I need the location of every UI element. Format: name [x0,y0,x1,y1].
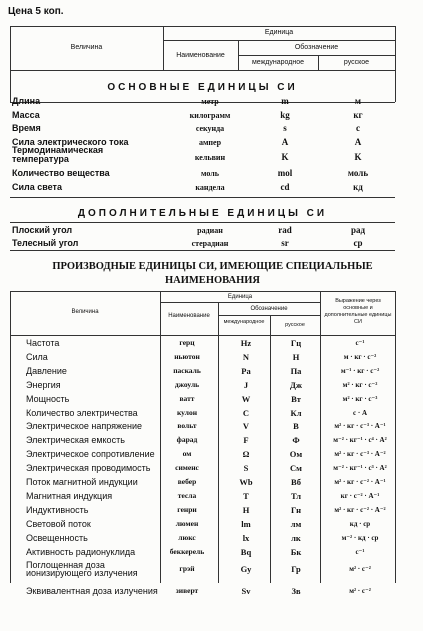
derived-row [0,352,423,365]
basic-cell-i: m [281,96,289,106]
derived-cell-n: кулон [176,407,198,417]
derived-cell-q: Давление [26,365,67,376]
basic-cell-n: кельвин [194,153,226,162]
section-extra-title: ДОПОЛНИТЕЛЬНЫЕ ЕДИНИЦЫ СИ [77,208,328,219]
derived-row [0,560,423,579]
derived-cell-n: герц [179,338,195,347]
derived-cell-n: ньютон [174,351,200,361]
extra-cell-i: rad [278,225,292,235]
derived-cell-q: Количество электричества [26,407,138,418]
derived-cell-q: Электрическое напряжение [26,421,143,432]
basic-cell-r: моль [347,168,369,178]
derived-cell-r: Тл [290,490,301,501]
derived-cell-x: м⁻¹ · кг · с⁻² [340,366,380,375]
derived-cell-x: м² · кг · с⁻² · А⁻² [334,505,386,514]
table1-head-quantity: Величина [70,44,103,51]
derived-cell-q: Электрическое сопротивление [26,449,155,460]
table2-head-expr: Выражение через основные и дополнительные единицы СИ [324,298,392,325]
basic-cell-q: Количество вещества [12,168,110,178]
basic-cell-q: Время [12,123,41,133]
basic-cell-i: cd [280,182,290,192]
derived-cell-i: lx [242,532,250,543]
derived-cell-q: Электрическая емкость [26,435,125,446]
derived-cell-n: тесла [177,490,197,500]
basic-cell-r: K [354,152,362,162]
derived-cell-r: Гн [291,504,301,515]
basic-cell-i: mol [277,168,293,178]
derived-cell-x: м · кг · с⁻² [343,352,377,361]
derived-row [0,547,423,560]
basic-cell-n: кандела [195,183,225,192]
derived-cell-r: Бк [290,546,302,557]
derived-cell-i: Sv [241,586,251,597]
derived-cell-n: фарад [176,435,198,445]
derived-cell-n: грэй [179,564,195,574]
table2-head-symbol: Обозначение [250,306,288,312]
derived-cell-n: ватт [179,393,195,403]
derived-cell-r: См [290,463,302,474]
derived-row [0,380,423,393]
basic-cell-r: кг [353,110,363,120]
basic-cell-r: с [356,123,360,133]
extra-cell-r: ср [353,238,363,248]
derived-cell-x: кд · ср [349,519,371,528]
derived-cell-r: Вб [291,477,301,487]
derived-row [0,533,423,546]
derived-row [0,366,423,379]
derived-row [0,421,423,434]
derived-cell-r: Кл [290,407,302,418]
derived-cell-r: В [293,421,299,432]
extra-cell-r: рад [350,225,366,235]
derived-row [0,505,423,518]
derived-cell-q: Световой поток [26,518,91,529]
derived-row [0,586,423,599]
table2-head-quantity: Величина [71,309,99,315]
derived-cell-n: генри [177,504,197,514]
basic-cell-i: s [283,123,287,133]
basic-row [0,110,423,122]
derived-cell-i: Ω [242,449,250,460]
derived-cell-n: вольт [177,421,197,431]
derived-cell-q: Сила [26,351,48,362]
basic-cell-q: Масса [12,110,40,120]
derived-cell-n: люкс [178,532,196,542]
derived-cell-x: м⁻² · кд · ср [341,533,379,542]
table1-head-symbol: Обозначение [294,44,339,51]
price-label: Цена 5 коп. [8,6,64,17]
basic-cell-q: Сила электрического тока [12,137,129,147]
derived-cell-x: м² · кг · с⁻³ · А⁻² [334,450,386,459]
derived-cell-r: Н [292,351,300,362]
derived-cell-x: м⁻² · кг⁻¹ · с³ · А² [333,464,387,473]
table1-head-unit: Единица [264,29,294,36]
derived-cell-x: м² · кг · с⁻² [342,380,378,389]
extra-cell-q: Плоский угол [12,225,73,235]
derived-cell-i: T [243,490,249,501]
basic-cell-r: A [354,137,362,147]
derived-row [0,449,423,462]
basic-cell-n: килограмм [189,111,231,120]
derived-cell-n: сименс [175,463,199,473]
derived-cell-x: кг · с⁻² · А⁻¹ [340,491,380,500]
derived-cell-n: вебер [177,477,197,486]
derived-cell-q: Электрическая проводимость [26,463,151,474]
derived-cell-i: V [242,421,250,432]
basic-cell-q: Длина [12,96,41,106]
derived-row [0,394,423,407]
table2-head-rus: русское [285,322,305,328]
basic-cell-i: K [281,152,289,162]
derived-cell-q: Эквивалентная доза излучения [26,586,158,597]
section-basic-title: ОСНОВНЫЕ ЕДИНИЦЫ СИ [107,82,298,93]
derived-cell-n: люмен [175,518,199,528]
derived-cell-i: W [241,393,251,404]
derived-cell-q: Поглощенная доза ионизирующего излучения [26,560,138,579]
extra-cell-q: Телесный угол [12,238,79,248]
derived-cell-x: с⁻¹ [355,547,365,556]
derived-row [0,477,423,490]
derived-cell-r: Зв [291,586,301,597]
derived-cell-i: Hz [240,338,252,348]
derived-cell-n: джоуль [174,379,200,389]
derived-cell-x: с⁻¹ [355,339,365,347]
derived-row [0,463,423,476]
derived-cell-n: ом [182,449,192,459]
basic-cell-r: м [354,96,362,106]
derived-cell-i: N [242,351,250,362]
derived-cell-i: Wb [239,477,253,487]
basic-cell-q: Сила света [12,182,62,192]
basic-cell-n: ампер [198,138,222,147]
derived-cell-r: Гр [291,564,301,575]
extra-cell-n: радиан [197,226,223,235]
table2-head-name: Наименование [168,313,210,319]
derived-row [0,435,423,448]
extra-cell-n: стерадиан [191,239,229,248]
derived-cell-x: м² · кг · с⁻³ · А⁻¹ [334,422,386,431]
table2-head-unit: Единица [227,294,253,300]
basic-cell-q: Термодинамическая температура [12,145,104,164]
derived-cell-x: с · А [353,408,367,417]
table1-head-rus: русское [343,59,370,66]
derived-cell-q: Активность радионуклида [26,546,136,557]
derived-cell-r: Ом [289,449,303,460]
derived-cell-i: Gy [240,564,252,575]
derived-row [0,408,423,421]
derived-cell-x: м⁻² · кг⁻¹ · с⁴ · А² [333,436,387,445]
derived-cell-i: Bq [240,546,252,557]
derived-cell-x: м² · кг · с⁻³ [342,394,378,403]
derived-cell-r: лк [291,532,301,543]
derived-cell-q: Индуктивность [26,504,89,515]
derived-cell-i: Pa [241,365,251,376]
basic-cell-i: kg [280,110,290,120]
basic-cell-n: моль [201,169,219,178]
derived-cell-r: Ф [292,435,300,446]
basic-row [0,168,423,180]
derived-cell-x: м² · кг · с⁻² · А⁻¹ [334,478,386,486]
derived-cell-r: Вт [291,393,301,404]
basic-row [0,145,423,164]
derived-row [0,338,423,351]
basic-row [0,123,423,135]
derived-cell-r: Дж [289,379,302,390]
table1-head-name: Наименование [176,52,225,59]
derived-cell-q: Энергия [26,379,61,390]
derived-cell-q: Поток магнитной индукции [26,477,138,487]
derived-cell-i: F [243,435,249,446]
derived-cell-q: Освещенность [26,532,88,543]
derived-cell-n: паскаль [173,365,201,375]
basic-cell-r: кд [353,182,363,192]
derived-row [0,519,423,532]
derived-cell-x: м² · с⁻² [349,565,371,574]
basic-cell-n: секунда [195,124,225,133]
derived-row [0,491,423,504]
derived-cell-r: Па [290,365,302,376]
derived-cell-q: Магнитная индукция [26,490,113,501]
basic-cell-n: метр [201,97,219,106]
extra-row [0,238,423,250]
table2-head-intl: международное [223,319,265,325]
extra-cell-i: sr [281,238,289,248]
basic-row [0,96,423,108]
derived-cell-q: Частота [26,338,60,348]
derived-cell-q: Мощность [26,393,70,404]
derived-cell-i: lm [241,518,251,529]
extra-row [0,225,423,237]
derived-cell-i: J [243,379,249,390]
derived-cell-r: Гц [290,338,302,348]
derived-cell-r: лм [290,518,302,529]
basic-row [0,182,423,194]
derived-cell-n: беккерель [169,546,205,556]
derived-cell-x: м² · с⁻² [349,587,371,596]
derived-cell-i: H [242,504,250,515]
section-derived-title: ПРОИЗВОДНЫЕ ЕДИНИЦЫ СИ, ИМЕЮЩИЕ СПЕЦИАЛЬНЫЕ НАИМЕНОВАНИЯ [52,261,373,286]
derived-cell-i: S [243,463,249,474]
table1-head-intl: международное [251,59,305,66]
derived-cell-i: C [242,407,250,418]
derived-cell-n: зиверт [175,586,199,596]
basic-cell-i: A [281,137,289,147]
